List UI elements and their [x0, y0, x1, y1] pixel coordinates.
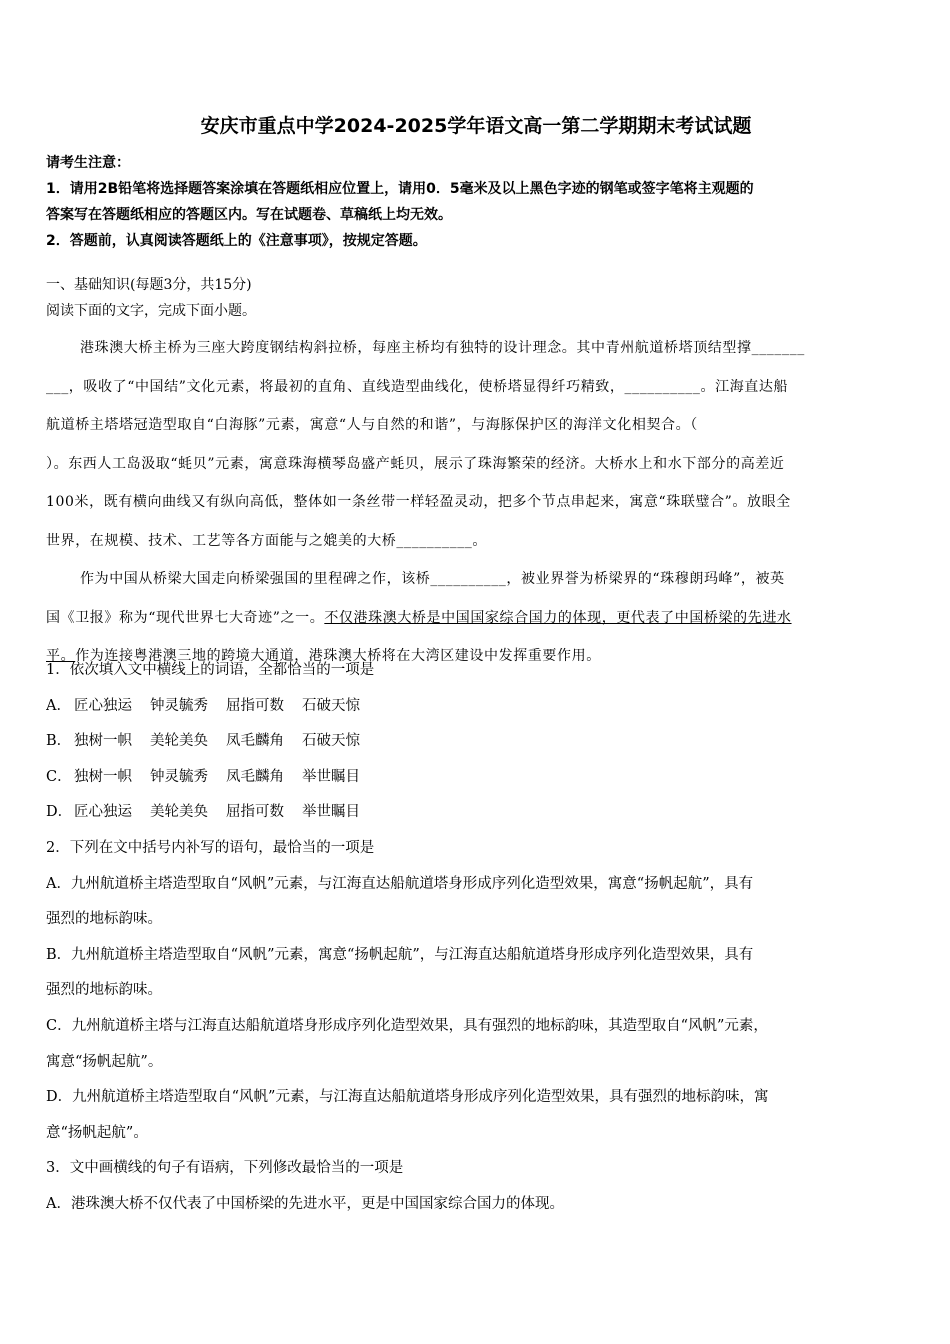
- notice-line: 1．请用2B铅笔将选择题答案涂填在答题纸相应位置上，请用0．5毫米及以上黑色字迹的钢笔或签字笔将主观题的: [46, 181, 754, 197]
- option-continuation: 强烈的地标韵味。: [46, 911, 162, 928]
- option-label: A．: [46, 697, 71, 714]
- questions: [46, 653, 906, 1223]
- passage-line: 港珠澳大桥主桥为三座大跨度钢结构斜拉桥，每座主桥均有独特的设计理念。其中青州航道桥塔顶结型撑_______: [80, 340, 805, 356]
- option-row: [46, 760, 906, 796]
- option-word: 举世瞩目: [302, 804, 360, 821]
- option-label: A．: [46, 1195, 71, 1212]
- option-word: 美轮美奂: [150, 733, 208, 750]
- option-word: 独树一帜: [74, 768, 132, 785]
- option-row: [46, 795, 906, 831]
- option-label: C．: [46, 768, 72, 785]
- notice-line: 2．答题前，认真阅读答题纸上的《注意事项》，按规定答题。: [46, 233, 427, 249]
- option-continuation: 意“扬帆起航”。: [46, 1124, 148, 1141]
- option-label: B．: [46, 946, 72, 963]
- option-label: D．: [46, 804, 73, 821]
- option-text: 九州航道桥主塔造型取自“风帆”元素，与江海直达船航道塔身形成序列化造型效果，具有强烈的地标韵味，寓: [72, 1089, 769, 1106]
- option-text: 九州航道桥主塔造型取自“风帆”元素，与江海直达船航道塔身形成序列化造型效果，寓意“扬帆起航”，具有: [70, 875, 754, 892]
- notice-heading: 请考生注意：: [46, 155, 130, 171]
- option-label: C．: [46, 1017, 72, 1034]
- option-label: B．: [46, 733, 72, 750]
- passage-line: 世界，在规模、技术、工艺等各方面能与之媲美的大桥__________。: [46, 532, 487, 549]
- option-label: D．: [46, 1089, 73, 1106]
- exam-notice: [46, 150, 906, 254]
- option-row: [46, 867, 906, 903]
- option-continuation: 强烈的地标韵味。: [46, 982, 162, 999]
- section-header: [46, 272, 906, 324]
- option-row: [46, 1187, 906, 1223]
- notice-line: 答案写在答题纸相应的答题区内。写在试题卷、草稿纸上均无效。: [46, 207, 452, 223]
- section-instruction: 阅读下面的文字，完成下面小题。: [46, 303, 256, 319]
- option-row: [46, 1009, 906, 1045]
- option-text: 港珠澳大桥不仅代表了中国桥梁的先进水平，更是中国国家综合国力的体现。: [70, 1195, 564, 1212]
- option-word: 屈指可数: [226, 804, 284, 821]
- option-word: 凤毛麟角: [226, 733, 284, 750]
- option-text: 九州航道桥主塔与江海直达船航道塔身形成序列化造型效果，具有强烈的地标韵味，其造型取自“风帆”元素，: [71, 1017, 768, 1034]
- question-stem: 2．下列在文中括号内补写的语句，最恰当的一项是: [46, 839, 375, 856]
- option-word: 举世瞩目: [302, 768, 360, 785]
- passage-line: 航道桥主塔塔冠造型取自“白海豚”元素，寓意“人与自然的和谐”，与海豚保护区的海洋文化相契合。（: [46, 417, 698, 433]
- underlined-sentence: 不仅港珠澳大桥是中国国家综合国力的体现，更代表了中国桥梁的先进水: [324, 609, 792, 626]
- option-word: 匠心独运: [74, 697, 132, 714]
- passage-text: 国《卫报》称为“现代世界七大奇迹”之一。: [46, 609, 325, 626]
- option-text: 九州航道桥主塔造型取自“风帆”元素，寓意“扬帆起航”，与江海直达船航道塔身形成序列化造型效果，具有: [71, 946, 754, 963]
- option-word: 钟灵毓秀: [150, 697, 208, 714]
- option-label: A．: [46, 875, 71, 892]
- option-word: 钟灵毓秀: [150, 768, 208, 785]
- option-row: [46, 724, 906, 760]
- question-stem: 1．依次填入文中横线上的词语，全都恰当的一项是: [46, 662, 375, 678]
- option-word: 凤毛麟角: [226, 768, 284, 785]
- option-row: [46, 689, 906, 725]
- section-heading: 一、基础知识(每题3分，共15分): [46, 277, 252, 293]
- option-word: 独树一帜: [74, 733, 132, 750]
- option-word: 美轮美奂: [150, 804, 208, 821]
- page-title: 安庆市重点中学2024-2025学年语文高一第二学期期末考试试题: [200, 115, 752, 137]
- option-continuation: 寓意“扬帆起航”。: [46, 1053, 163, 1070]
- passage-line: 作为中国从桥梁大国走向桥梁强国的里程碑之作，该桥__________，被业界誉为桥梁界的“珠穆朗玛峰”，被英: [80, 571, 785, 587]
- option-word: 屈指可数: [226, 697, 284, 714]
- option-word: 匠心独运: [74, 804, 132, 821]
- option-word: 石破天惊: [302, 697, 360, 714]
- option-row: [46, 938, 906, 974]
- passage-line: ___，吸收了“中国结”文化元素，将最初的直角、直线造型曲线化，使桥塔显得纤巧精致，__________。江海直达船: [46, 378, 789, 395]
- passage-text: 作为连接粤港澳三地的跨境大通道，港珠澳大桥将在大湾区建设中发挥重要作用。: [75, 648, 601, 664]
- question-stem: 3．文中画横线的句子有语病，下列修改最恰当的一项是: [46, 1160, 404, 1177]
- passage-line: 100米，既有横向曲线又有纵向高低，整体如一条丝带一样轻盈灵动，把多个节点串起来，寓意“珠联璧合”。放眼全: [46, 494, 791, 510]
- passage-line: ）。东西人工岛汲取“蚝贝”元素，寓意珠海横琴岛盛产蚝贝，展示了珠海繁荣的经济。大桥水上和水下部分的高差近: [46, 455, 785, 472]
- option-row: [46, 1080, 906, 1116]
- passage-line: [46, 599, 906, 638]
- underlined-sentence: 平。: [46, 648, 76, 664]
- option-word: 石破天惊: [302, 733, 360, 750]
- reading-passage: [46, 329, 906, 676]
